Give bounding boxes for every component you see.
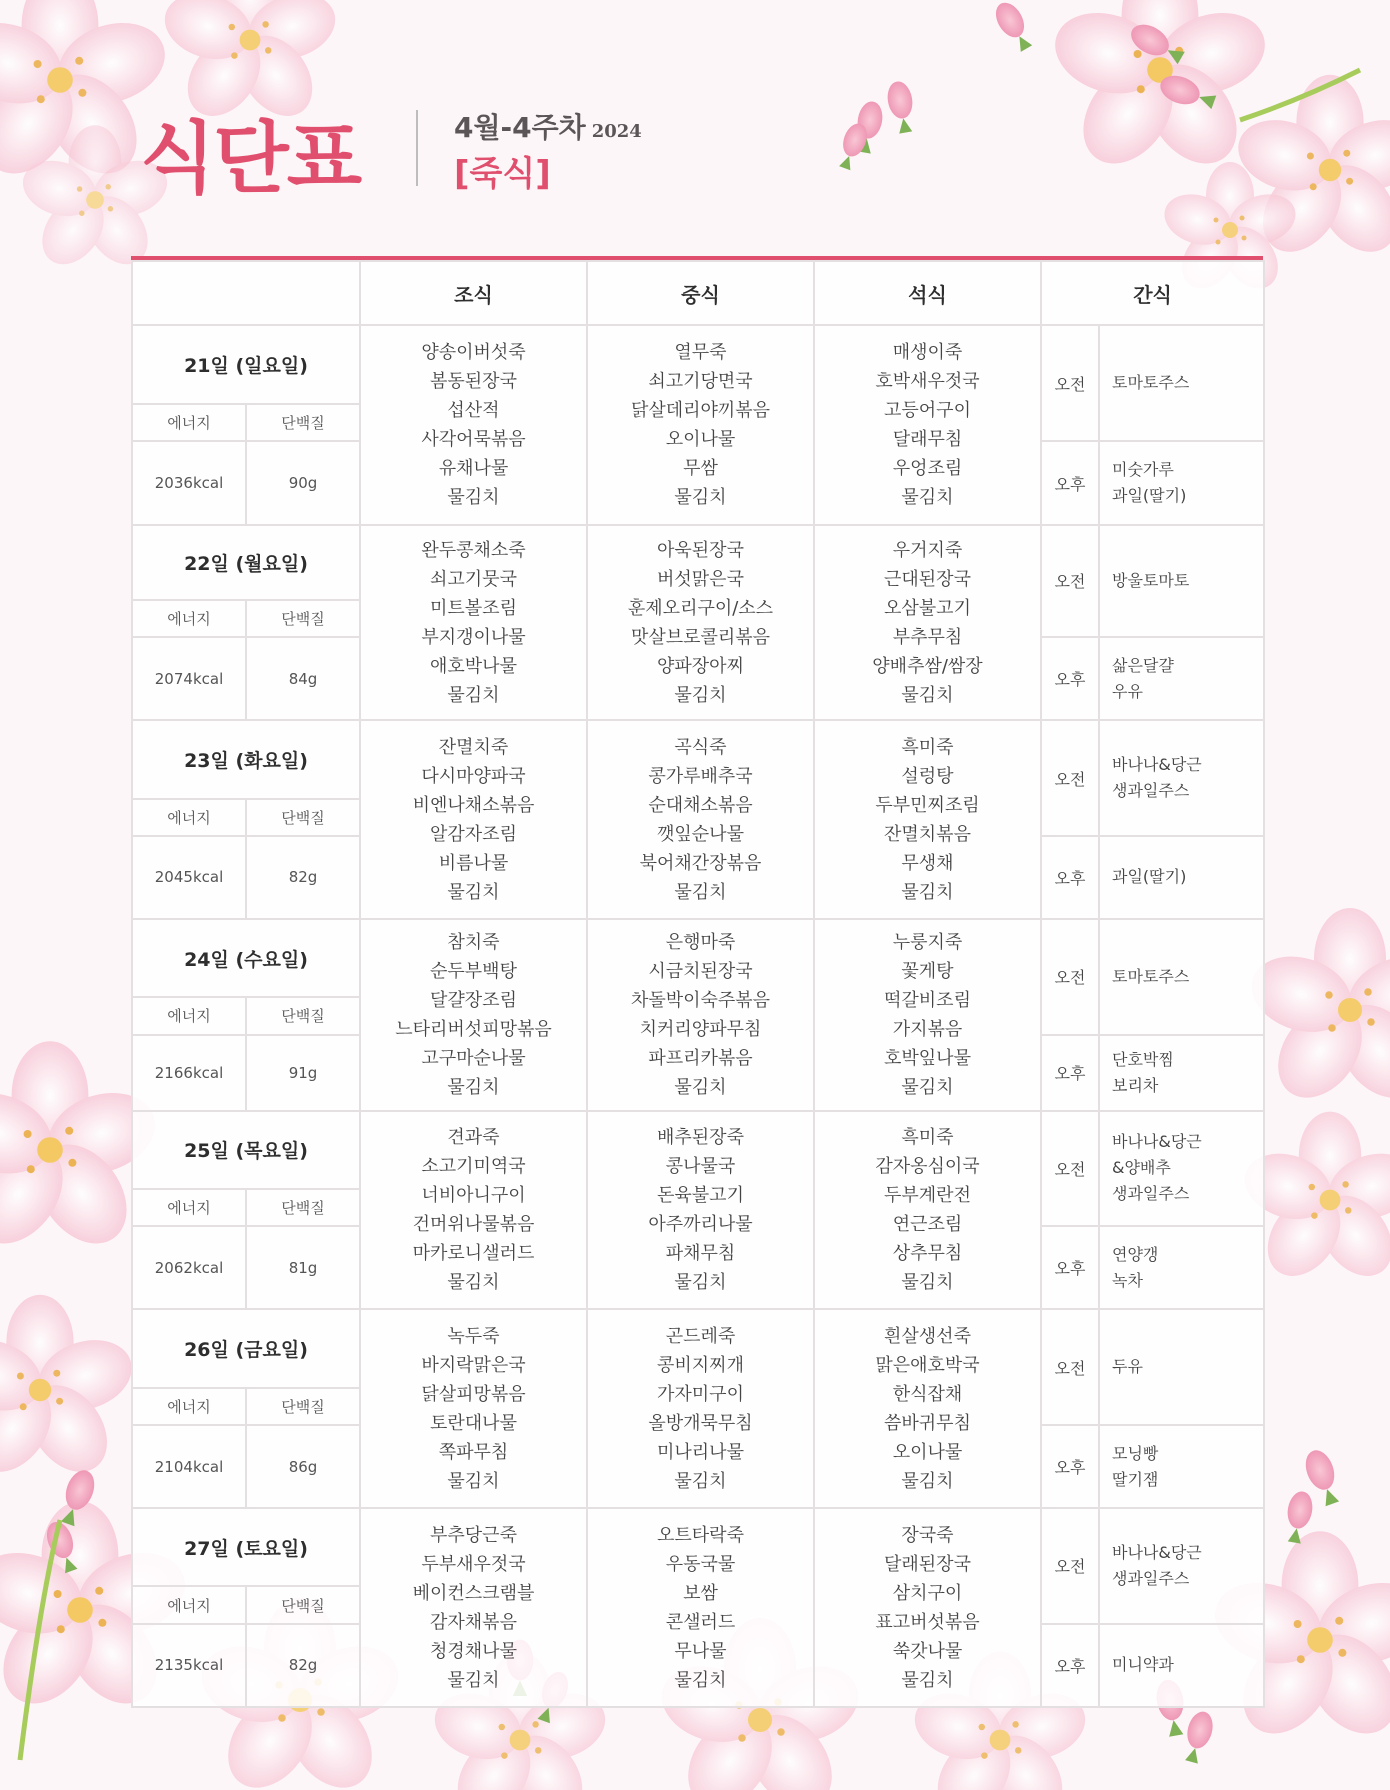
- menu-item: 물김치: [447, 1470, 500, 1492]
- dinner-cell: [814, 1508, 1041, 1707]
- menu-item: 다시마양파국: [421, 765, 526, 787]
- breakfast-cell: [360, 325, 587, 525]
- snack-am: [1099, 1111, 1264, 1226]
- protein-label: 단백질: [246, 1586, 360, 1623]
- energy-label: 에너지: [132, 1388, 246, 1425]
- menu-item: 물김치: [447, 684, 500, 706]
- menu-item: 비름나물: [438, 852, 509, 874]
- menu-table-container: [131, 256, 1263, 1708]
- snack-item: 과일(딸기): [1112, 867, 1187, 887]
- energy-label: 에너지: [132, 600, 246, 637]
- menu-item: 가자미구이: [657, 1383, 744, 1405]
- snack-am: [1099, 525, 1264, 637]
- menu-item: 물김치: [674, 486, 727, 508]
- snack-item: 토마토주스: [1112, 966, 1190, 986]
- snack-item: 토마토주스: [1112, 373, 1190, 393]
- energy-label: 에너지: [132, 997, 246, 1034]
- menu-item: 부추당근죽: [430, 1524, 517, 1546]
- snack-item: 딸기잼: [1112, 1469, 1159, 1489]
- lunch-cell: [587, 1508, 814, 1707]
- menu-item: 표고버섯볶음: [875, 1611, 980, 1633]
- menu-item: 달래무침: [892, 428, 963, 450]
- menu-item: 오트타락죽: [657, 1524, 744, 1546]
- menu-item: 견과죽: [447, 1127, 500, 1149]
- lunch-list: [588, 733, 813, 907]
- menu-item: 청경채나물: [430, 1640, 517, 1662]
- protein-label: 단백질: [246, 404, 360, 441]
- snack-item: 생과일주스: [1112, 781, 1190, 801]
- menu-item: 파채무침: [665, 1243, 736, 1265]
- snack-item: 바나나&당근: [1112, 755, 1202, 775]
- menu-item: 흰살생선죽: [884, 1325, 971, 1347]
- snack-item: 녹차: [1112, 1270, 1143, 1290]
- snack-item: 방울토마토: [1112, 570, 1190, 590]
- dinner-cell: [814, 1309, 1041, 1508]
- snack-am-label: 오전: [1041, 919, 1099, 1034]
- menu-item: 물김치: [674, 684, 727, 706]
- menu-item: 한식잡채: [892, 1383, 963, 1405]
- protein-label: 단백질: [246, 799, 360, 836]
- menu-item: 차돌박이숙주볶음: [630, 989, 771, 1011]
- snack-pm-label: 오후: [1041, 836, 1099, 919]
- menu-item: 고등어구이: [884, 399, 971, 421]
- energy-value: 2104kcal: [132, 1425, 246, 1508]
- menu-item: 훈제오리구이/소스: [627, 597, 774, 619]
- menu-item: 달래된장국: [884, 1553, 971, 1575]
- breakfast-cell: [360, 525, 587, 721]
- column-header-dinner: 석식: [814, 261, 1041, 325]
- snack-pm-label: 오후: [1041, 1425, 1099, 1508]
- energy-value: 2045kcal: [132, 836, 246, 919]
- day-label: 27일 (토요일): [132, 1508, 360, 1586]
- protein-value: 84g: [246, 637, 360, 720]
- menu-item: 느타리버섯피망볶음: [395, 1018, 552, 1040]
- week-text: 4월-4주차: [454, 111, 586, 144]
- menu-item: 건머위나물볶음: [412, 1214, 535, 1236]
- snack-am: [1099, 1508, 1264, 1623]
- day-label: 26일 (금요일): [132, 1309, 360, 1387]
- menu-item: 상추무침: [892, 1243, 963, 1265]
- menu-item: 장국죽: [901, 1524, 954, 1546]
- menu-item: 씀바귀무침: [884, 1412, 971, 1434]
- menu-item: 물김치: [901, 486, 954, 508]
- protein-value: 86g: [246, 1425, 360, 1508]
- dinner-list: [815, 1123, 1040, 1297]
- lunch-cell: [587, 325, 814, 525]
- protein-label: 단백질: [246, 997, 360, 1034]
- menu-item: 감자채볶음: [430, 1611, 517, 1633]
- snack-pm: [1099, 1226, 1264, 1309]
- menu-item: 호박새우젓국: [875, 370, 980, 392]
- menu-item: 맑은애호박국: [875, 1354, 980, 1376]
- menu-item: 파프리카볶음: [648, 1047, 753, 1069]
- protein-value: 82g: [246, 836, 360, 919]
- snack-item: 연양갱: [1112, 1244, 1159, 1264]
- menu-item: 열무죽: [674, 341, 727, 363]
- menu-item: 물김치: [901, 1272, 954, 1294]
- breakfast-list: [361, 1521, 586, 1695]
- menu-item: 올방개묵무침: [648, 1412, 753, 1434]
- breakfast-list: [361, 928, 586, 1102]
- dinner-cell: [814, 720, 1041, 919]
- menu-item: 마카로니샐러드: [412, 1243, 535, 1265]
- snack-item: 삶은달걀: [1112, 655, 1174, 675]
- menu-item: 바지락맑은국: [421, 1354, 526, 1376]
- menu-item: 시금치된장국: [648, 960, 753, 982]
- menu-item: 무나물: [674, 1640, 727, 1662]
- menu-item: 콩가루배추국: [648, 765, 753, 787]
- snack-item: 보리차: [1112, 1075, 1159, 1095]
- snack-item: 우유: [1112, 681, 1143, 701]
- energy-value: 2135kcal: [132, 1624, 246, 1707]
- menu-item: 콩비지찌개: [657, 1354, 744, 1376]
- menu-item: 물김치: [901, 881, 954, 903]
- energy-value: 2036kcal: [132, 441, 246, 524]
- menu-item: 부추무침: [892, 626, 963, 648]
- menu-item: 가지볶음: [892, 1018, 963, 1040]
- snack-item: 두유: [1112, 1357, 1143, 1377]
- menu-item: 오이나물: [892, 1441, 963, 1463]
- day-row-top: [132, 1309, 1264, 1387]
- lunch-cell: [587, 1309, 814, 1508]
- week-label: [454, 106, 642, 146]
- menu-item: 떡갈비조림: [884, 989, 971, 1011]
- lunch-list: [588, 928, 813, 1102]
- menu-item: 흑미죽: [901, 736, 954, 758]
- menu-item: 쇠고기뭇국: [430, 568, 517, 590]
- snack-item: 단호박찜: [1112, 1049, 1174, 1069]
- breakfast-cell: [360, 720, 587, 919]
- menu-item: 맛살브로콜리볶음: [630, 626, 771, 648]
- menu-item: 섭산적: [447, 399, 500, 421]
- snack-item: 모닝빵: [1112, 1443, 1159, 1463]
- dinner-cell: [814, 525, 1041, 721]
- menu-item: 물김치: [674, 881, 727, 903]
- lunch-cell: [587, 1111, 814, 1310]
- protein-label: 단백질: [246, 1388, 360, 1425]
- protein-value: 82g: [246, 1624, 360, 1707]
- diet-type-label: [죽식]: [454, 154, 551, 194]
- menu-item: 곡식죽: [674, 736, 727, 758]
- menu-item: 양배추쌈/쌈장: [872, 655, 983, 677]
- menu-item: 물김치: [901, 1470, 954, 1492]
- menu-item: 소고기미역국: [421, 1156, 526, 1178]
- dinner-list: [815, 536, 1040, 710]
- menu-item: 물김치: [447, 1669, 500, 1691]
- breakfast-list: [361, 733, 586, 907]
- year-text: 2024: [591, 121, 642, 142]
- column-header-breakfast: 조식: [360, 261, 587, 325]
- menu-item: 유채나물: [438, 457, 509, 479]
- day-row-top: [132, 1111, 1264, 1189]
- lunch-list: [588, 1123, 813, 1297]
- menu-item: 봄동된장국: [430, 370, 517, 392]
- menu-item: 오삼불고기: [884, 597, 971, 619]
- menu-item: 우동국물: [665, 1553, 736, 1575]
- protein-value: 81g: [246, 1226, 360, 1309]
- menu-item: 근대된장국: [884, 568, 971, 590]
- energy-value: 2074kcal: [132, 637, 246, 720]
- dinner-list: [815, 733, 1040, 907]
- menu-item: 애호박나물: [430, 655, 517, 677]
- breakfast-cell: [360, 1309, 587, 1508]
- menu-item: 물김치: [447, 1272, 500, 1294]
- menu-item: 아주까리나물: [648, 1214, 753, 1236]
- menu-item: 두부민찌조림: [875, 794, 980, 816]
- snack-am: [1099, 720, 1264, 835]
- menu-item: 부지갱이나물: [421, 626, 526, 648]
- column-header-lunch: 중식: [587, 261, 814, 325]
- menu-item: 쑥갓나물: [892, 1640, 963, 1662]
- menu-item: 우거지죽: [892, 539, 963, 561]
- page-title: 식단표: [140, 114, 361, 204]
- menu-item: 닭살데리야끼볶음: [630, 399, 771, 421]
- menu-item: 달걀장조림: [430, 989, 517, 1011]
- menu-item: 삼치구이: [892, 1582, 963, 1604]
- menu-item: 버섯맑은국: [657, 568, 744, 590]
- menu-item: 알감자조림: [430, 823, 517, 845]
- snack-am-label: 오전: [1041, 720, 1099, 835]
- snack-am: [1099, 1309, 1264, 1424]
- menu-item: 양파장아찌: [657, 655, 744, 677]
- menu-item: 물김치: [447, 881, 500, 903]
- snack-item: 생과일주스: [1112, 1568, 1190, 1588]
- day-label: 22일 (월요일): [132, 525, 360, 600]
- snack-item: &양배추: [1112, 1158, 1171, 1178]
- menu-item: 곤드레죽: [665, 1325, 736, 1347]
- snack-item: 과일(딸기): [1112, 486, 1187, 506]
- menu-item: 연근조림: [892, 1214, 963, 1236]
- snack-pm: [1099, 836, 1264, 919]
- protein-value: 91g: [246, 1035, 360, 1111]
- snack-am-label: 오전: [1041, 325, 1099, 441]
- menu-item: 호박잎나물: [884, 1047, 971, 1069]
- menu-item: 아욱된장국: [657, 539, 744, 561]
- menu-item: 물김치: [901, 684, 954, 706]
- lunch-list: [588, 1322, 813, 1496]
- snack-am-label: 오전: [1041, 1309, 1099, 1424]
- snack-am-label: 오전: [1041, 1111, 1099, 1226]
- snack-am: [1099, 325, 1264, 441]
- menu-table: [131, 260, 1265, 1708]
- day-row-top: [132, 1508, 1264, 1586]
- energy-value: 2166kcal: [132, 1035, 246, 1111]
- column-header-snack: 간식: [1041, 261, 1264, 325]
- breakfast-list: [361, 536, 586, 710]
- menu-item: 흑미죽: [901, 1127, 954, 1149]
- lunch-list: [588, 338, 813, 512]
- energy-label: 에너지: [132, 1586, 246, 1623]
- day-row-top: [132, 325, 1264, 404]
- dinner-list: [815, 1521, 1040, 1695]
- snack-item: 바나나&당근: [1112, 1132, 1202, 1152]
- menu-item: 닭살피망볶음: [421, 1383, 526, 1405]
- menu-item: 완두콩채소죽: [421, 539, 526, 561]
- title-divider: [416, 110, 418, 186]
- day-label: 24일 (수요일): [132, 919, 360, 997]
- lunch-cell: [587, 525, 814, 721]
- snack-pm-label: 오후: [1041, 1035, 1099, 1111]
- menu-item: 순대채소볶음: [648, 794, 753, 816]
- snack-pm-label: 오후: [1041, 1624, 1099, 1707]
- menu-item: 물김치: [674, 1272, 727, 1294]
- menu-item: 물김치: [901, 1076, 954, 1098]
- day-label: 23일 (화요일): [132, 720, 360, 798]
- menu-item: 물김치: [674, 1076, 727, 1098]
- menu-item: 미트볼조림: [430, 597, 517, 619]
- menu-item: 토란대나물: [430, 1412, 517, 1434]
- snack-pm-label: 오후: [1041, 441, 1099, 524]
- breakfast-cell: [360, 1111, 587, 1310]
- energy-label: 에너지: [132, 1189, 246, 1226]
- lunch-list: [588, 1521, 813, 1695]
- day-row-top: [132, 919, 1264, 997]
- dinner-cell: [814, 325, 1041, 525]
- menu-item: 치커리양파무침: [639, 1018, 762, 1040]
- dinner-list: [815, 928, 1040, 1102]
- menu-item: 무생채: [901, 852, 954, 874]
- energy-value: 2062kcal: [132, 1226, 246, 1309]
- snack-pm-label: 오후: [1041, 637, 1099, 720]
- menu-item: 설렁탕: [901, 765, 954, 787]
- menu-item: 무쌈: [683, 457, 718, 479]
- dinner-list: [815, 1322, 1040, 1496]
- menu-item: 누룽지죽: [892, 931, 963, 953]
- day-row-top: [132, 720, 1264, 798]
- menu-item: 두부새우젓국: [421, 1553, 526, 1575]
- snack-am-label: 오전: [1041, 1508, 1099, 1623]
- breakfast-cell: [360, 1508, 587, 1707]
- lunch-cell: [587, 919, 814, 1111]
- protein-label: 단백질: [246, 600, 360, 637]
- menu-item: 꽃게탕: [901, 960, 954, 982]
- energy-label: 에너지: [132, 404, 246, 441]
- dinner-list: [815, 338, 1040, 512]
- menu-item: 우엉조림: [892, 457, 963, 479]
- snack-item: 바나나&당근: [1112, 1542, 1202, 1562]
- lunch-cell: [587, 720, 814, 919]
- menu-item: 깻잎순나물: [657, 823, 744, 845]
- breakfast-cell: [360, 919, 587, 1111]
- menu-item: 사각어묵볶음: [421, 428, 526, 450]
- menu-item: 보쌈: [683, 1582, 718, 1604]
- menu-body: [132, 325, 1264, 1707]
- snack-item: 미니약과: [1112, 1655, 1174, 1675]
- header-corner: [132, 261, 360, 325]
- menu-item: 녹두죽: [447, 1325, 500, 1347]
- menu-item: 참치죽: [447, 931, 500, 953]
- menu-item: 물김치: [447, 486, 500, 508]
- snack-pm: [1099, 1035, 1264, 1111]
- menu-item: 비엔나채소볶음: [412, 794, 535, 816]
- menu-item: 매생이죽: [892, 341, 963, 363]
- menu-item: 잔멸치죽: [438, 736, 509, 758]
- snack-am: [1099, 919, 1264, 1034]
- menu-item: 콘샐러드: [665, 1611, 736, 1633]
- energy-label: 에너지: [132, 799, 246, 836]
- menu-item: 물김치: [674, 1669, 727, 1691]
- snack-pm: [1099, 637, 1264, 720]
- menu-item: 물김치: [674, 1470, 727, 1492]
- menu-item: 감자옹심이국: [875, 1156, 980, 1178]
- snack-am-label: 오전: [1041, 525, 1099, 637]
- snack-item: 생과일주스: [1112, 1184, 1190, 1204]
- menu-item: 배추된장죽: [657, 1127, 744, 1149]
- snack-pm: [1099, 441, 1264, 524]
- breakfast-list: [361, 338, 586, 512]
- menu-item: 미나리나물: [657, 1441, 744, 1463]
- header-row: [132, 261, 1264, 325]
- menu-item: 양송이버섯죽: [421, 341, 526, 363]
- menu-item: 쇠고기당면국: [648, 370, 753, 392]
- menu-item: 물김치: [447, 1076, 500, 1098]
- menu-item: 쪽파무침: [438, 1441, 509, 1463]
- snack-pm: [1099, 1624, 1264, 1707]
- menu-item: 은행마죽: [665, 931, 736, 953]
- menu-item: 오이나물: [665, 428, 736, 450]
- page-header: [140, 96, 840, 206]
- menu-item: 고구마순나물: [421, 1047, 526, 1069]
- snack-item: 미숫가루: [1112, 460, 1174, 480]
- menu-item: 북어채간장볶음: [639, 852, 762, 874]
- menu-item: 너비아니구이: [421, 1185, 526, 1207]
- menu-item: 두부계란전: [884, 1185, 971, 1207]
- menu-item: 잔멸치볶음: [884, 823, 971, 845]
- menu-item: 콩나물국: [665, 1156, 736, 1178]
- menu-item: 순두부백탕: [430, 960, 517, 982]
- dinner-cell: [814, 919, 1041, 1111]
- menu-item: 물김치: [901, 1669, 954, 1691]
- day-label: 21일 (일요일): [132, 325, 360, 404]
- protein-value: 90g: [246, 441, 360, 524]
- lunch-list: [588, 536, 813, 710]
- menu-item: 돈육불고기: [657, 1185, 744, 1207]
- menu-item: 베이컨스크램블: [412, 1582, 535, 1604]
- breakfast-list: [361, 1123, 586, 1297]
- day-label: 25일 (목요일): [132, 1111, 360, 1189]
- dinner-cell: [814, 1111, 1041, 1310]
- protein-label: 단백질: [246, 1189, 360, 1226]
- breakfast-list: [361, 1322, 586, 1496]
- day-row-top: [132, 525, 1264, 600]
- snack-pm-label: 오후: [1041, 1226, 1099, 1309]
- snack-pm: [1099, 1425, 1264, 1508]
